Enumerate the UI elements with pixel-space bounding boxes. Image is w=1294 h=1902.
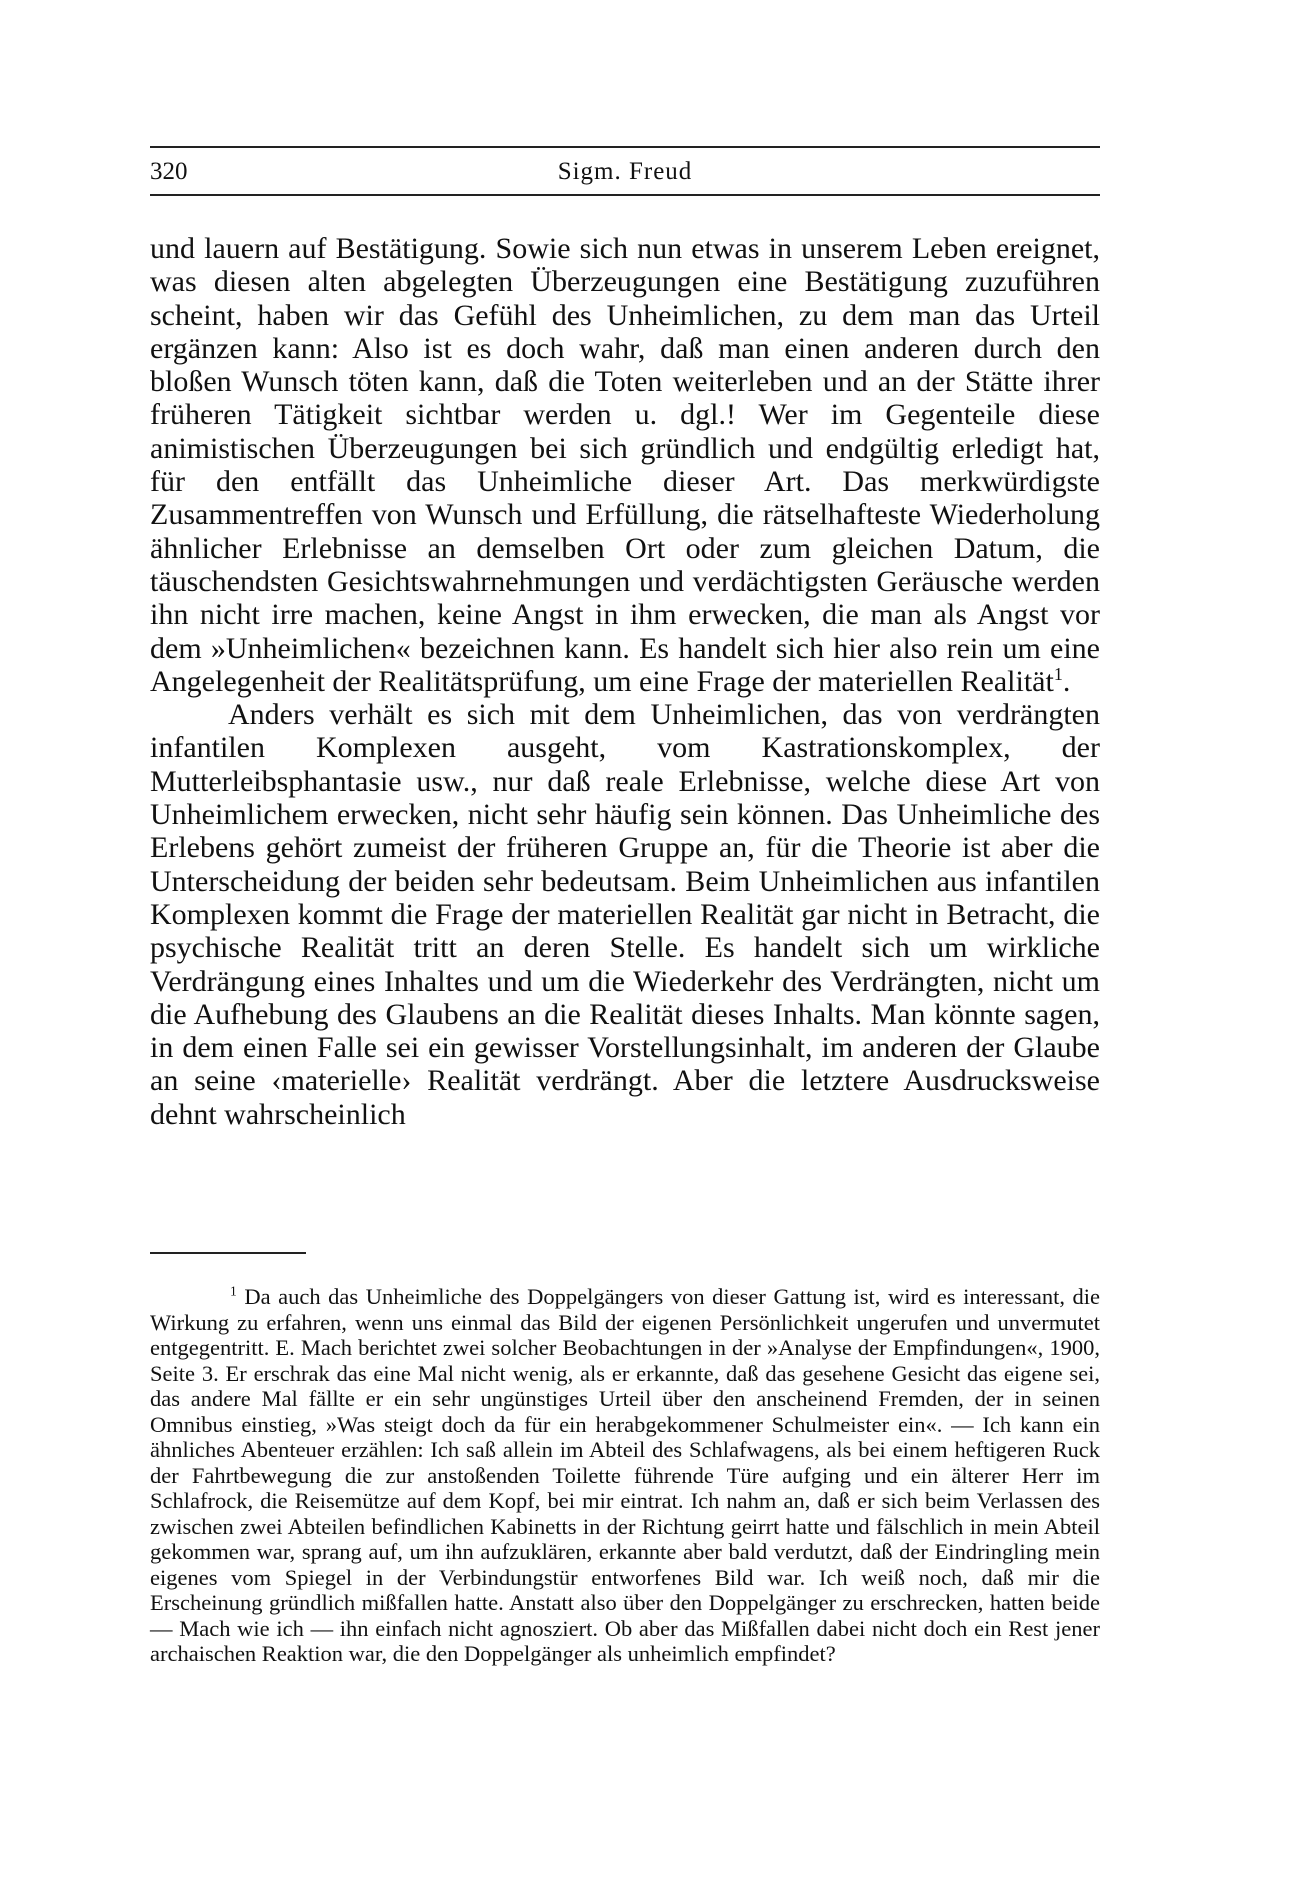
page-number: 320 [150,158,188,185]
running-head: Sigm. Freud [557,158,693,185]
main-text [150,232,1100,1131]
footnote-text: Da auch das Unheimliche des Doppelgängers von dieser Gattung ist, wird es interessant, die Wirkung zu erfahren, wenn uns einmal das Bild der eigenen Persönlichkeit ungerufen und unvermutet entgegentritt. E. Mach berichtet zwei solcher Beobachtungen in der »Analyse der Empfindungen«, 1900, Seite 3. Er erschrak das eine Mal nicht wenig, als er erkannte, daß das gesehene Gesicht das eigene sei, das andere Mal fällte er ein sehr ungünstiges Urteil über den anscheinend Fremden, der in seinen Omnibus einstieg, »Was steigt doch da für ein herabgekommener Schulmeister ein«. — Ich kann ein ähnliches Abenteuer erzählen: Ich saß allein im Abteil des Schlafwagens, als bei einem heftigeren Ruck der Fahrtbewegung die zur anstoßenden Toilette führende Türe aufging und ein älterer Herr im Schlafrock, die Reisemütze auf dem Kopf, bei mir eintrat. Ich nahm an, daß er sich beim Verlassen des zwischen zwei Abteilen befindlichen Kabinetts in der Richtung geirrt hatte und fälschlich in mein Abteil gekommen war, sprang auf, um ihn aufzuklären, erkannte aber bald verdutzt, daß der Eindringling mein eigenes vom Spiegel in der Verbindungstür entworfenes Bild war. Ich weiß noch, daß mir die Erscheinung gründlich mißfallen hatte. Anstatt also über den Doppelgänger zu erschrecken, hatten beide — Mach wie ich — ihn einfach nicht agnosziert. Ob aber das Mißfallen dabei nicht doch ein Rest jener archaischen Reaktion war, die den Doppelgänger als unheimlich empfindet? [150,1284,1101,1666]
footnote-rule [150,1252,306,1254]
page-header [150,152,1100,192]
top-rule [150,146,1100,148]
paragraph-2: Anders verhält es sich mit dem Unheimlichen, das von verdrängten infantilen Komplexen ausgeht, vom Kastrationskomplex, der Mutterleibsphantasie usw., nur daß reale Erlebnisse, welche diese Art von Unheimlichem erwecken, nicht sehr häufig sein können. Das Unheimliche des Erlebens gehört zumeist der früheren Gruppe an, für die Theorie ist aber die Unterscheidung der beiden sehr bedeutsam. Beim Unheimlichen aus infantilen Komplexen kommt die Frage der materiellen Realität gar nicht in Betracht, die psychische Realität tritt an deren Stelle. Es handelt sich um wirkliche Verdrängung eines Inhaltes und um die Wiederkehr des Verdrängten, nicht um die Aufhebung des Glaubens an die Realität dieses Inhalts. Man könnte sagen, in dem einen Falle sei ein gewisser Vorstellungsinhalt, im anderen der Glaube an seine ‹materielle› Realität verdrängt. Aber die letztere Ausdrucksweise dehnt wahrscheinlich [150,698,1100,1131]
footnote-1 [150,1284,1100,1667]
footnote-marker: 1 [230,1283,237,1299]
paragraph-1 [150,232,1100,698]
paragraph-1-text: und lauern auf Bestätigung. Sowie sich nun etwas in unserem Leben ereignet, was diesen alten abgelegten Überzeugungen eine Bestätigung zuzuführen scheint, haben wir das Gefühl des Unheimlichen, zu dem man das Urteil ergänzen kann: Also ist es doch wahr, daß man einen anderen durch den bloßen Wunsch töten kann, daß die Toten weiterleben und an der Stätte ihrer früheren Tätigkeit sichtbar werden u. dgl.! Wer im Gegenteile diese animistischen Überzeugungen bei sich gründlich und endgültig erledigt hat, für den entfällt das Unheimliche dieser Art. Das merkwürdigste Zusammentreffen von Wunsch und Erfüllung, die rätselhafteste Wiederholung ähnlicher Erlebnisse an demselben Ort oder zum gleichen Datum, die täuschendsten Gesichtswahrnehmungen und verdächtigsten Geräusche werden ihn nicht irre machen, keine Angst in ihm erwecken, die man als Angst vor dem »Unheimlichen« bezeichnen kann. Es handelt sich hier also rein um eine Angelegenheit der Realitätsprüfung, um eine Frage der materiellen Realität [150,232,1100,698]
footnotes [150,1284,1100,1667]
header-rule [150,194,1100,196]
footnote-reference[interactable]: 1 [1053,663,1063,684]
paragraph-1-end: . [1062,664,1071,698]
